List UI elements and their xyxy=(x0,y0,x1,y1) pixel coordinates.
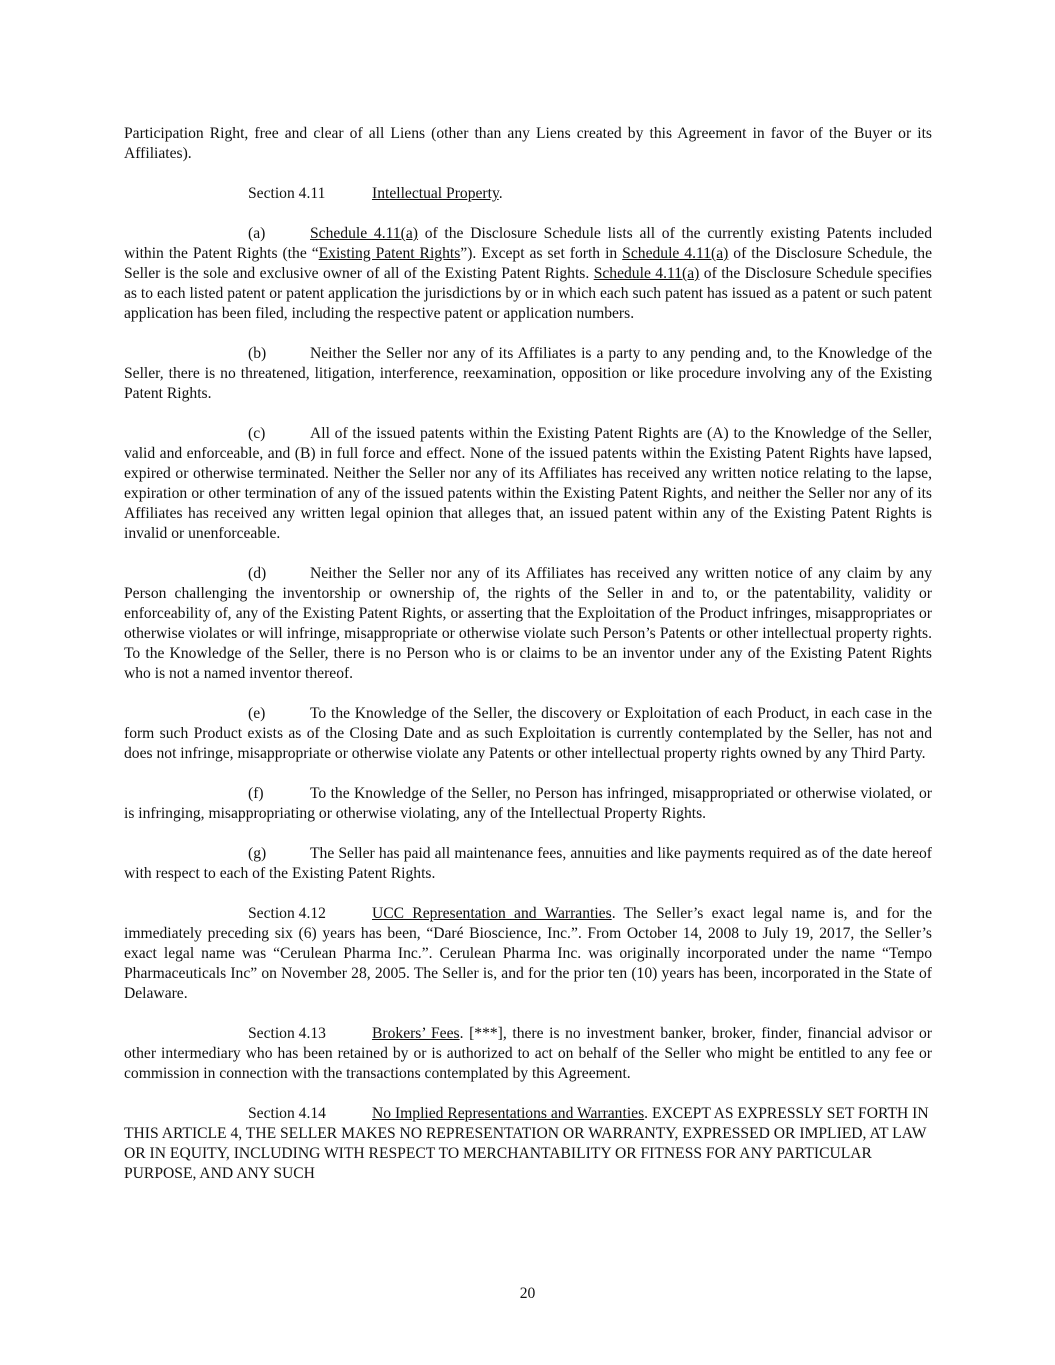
paragraph-label: (d) xyxy=(248,565,267,582)
paragraph-label: (a) xyxy=(248,225,266,242)
section-4-11-heading: Section 4.11 Intellectual Property. xyxy=(248,185,503,202)
paragraph-label: (g) xyxy=(248,845,267,862)
section-title: UCC Representation and Warranties xyxy=(372,905,612,922)
section-4-13: Section 4.13 Brokers’ Fees. [***], there is no investment banker, broker, finder, financial advisor or other intermediary who has been retained by or is authorized to act on behalf of the Seller who might be entitled to any fee or commission in connection with the transactions contemplated by this Agreement. xyxy=(124,1025,932,1082)
paragraph-f: (f) To the Knowledge of the Seller, no Person has infringed, misappropriated or otherwise violated, or is infringing, misappropriating or otherwise violating, any of the Intellectual Property Rights. xyxy=(124,785,932,822)
section-title: No Implied Representations and Warranties xyxy=(372,1105,645,1122)
page-number: 20 xyxy=(519,1285,536,1302)
paragraph-e: (e) To the Knowledge of the Seller, the discovery or Exploitation of each Product, in each case in the form such Product exists as of the Closing Date and as such Exploitation is currently contemplated by the Seller, has not and does not infringe, misappropriate or otherwise violate any Patents or other intellectual property rights owned by any Third Party. xyxy=(124,705,932,762)
section-4-14: Section 4.14 No Implied Representations and Warranties. EXCEPT AS EXPRESSLY SET FORTH IN THIS ARTICLE 4, THE SELLER MAKES NO REPRESENTATION OR WARRANTY, EXPRESSED OR IMPLIED, AT LAW OR IN EQUITY, INCLUDING WITH RESPECT TO MERCHANTABILITY OR FITNESS FOR ANY PARTICULAR PURPOSE, AND ANY SUCH xyxy=(124,1105,929,1182)
section-title: Intellectual Property xyxy=(372,185,499,202)
paragraph-label: (b) xyxy=(248,345,267,362)
paragraph-a: (a) Schedule 4.11(a) of the Disclosure Schedule lists all of the currently existing Patents included within the Patent Rights (the “Existing Patent Rights”). Except as set forth in Schedule 4.11(a) of the Disclosure Schedule, the Seller is the sole and exclusive owner of all of the Existing Patent Rights. Schedule 4.11(a) of the Disclosure Schedule specifies as to each listed patent or patent application the jurisdictions by or in which each such patent has issued as a patent or such patent application has been filed, including the respective patent or application numbers. xyxy=(124,225,933,322)
paragraph-label: (e) xyxy=(248,705,266,722)
section-number: Section 4.11 xyxy=(248,185,326,202)
schedule-reference: Schedule 4.11(a) xyxy=(593,265,700,282)
page-content xyxy=(124,124,932,1184)
section-number: Section 4.12 xyxy=(248,905,326,922)
defined-term: Existing Patent Rights xyxy=(318,245,461,262)
paragraph-b: (b) Neither the Seller nor any of its Affiliates is a party to any pending and, to the Knowledge of the Seller, there is no threatened, litigation, interference, reexamination, opposition or like procedure involving any of the Existing Patent Rights. xyxy=(124,345,932,402)
schedule-reference: Schedule 4.11(a) xyxy=(310,225,418,242)
section-4-12: Section 4.12 UCC Representation and Warranties. The Seller’s exact legal name is, and for the immediately preceding six (6) years has been, “Daré Bioscience, Inc.”. From October 14, 2008 to July 19, 2017, the Seller’s exact legal name was “Cerulean Pharma Inc.”. Cerulean Pharma Inc. was originally incorporated under the name “Tempo Pharmaceuticals Inc” on November 28, 2005. The Seller is, and for the prior ten (10) years has been, incorporated in the State of Delaware. xyxy=(124,905,932,1002)
paragraph-g: (g) The Seller has paid all maintenance fees, annuities and like payments required as of the date hereof with respect to each of the Existing Patent Rights. xyxy=(124,845,932,882)
paragraph-label: (f) xyxy=(248,785,264,802)
paragraph-c: (c) All of the issued patents within the Existing Patent Rights are (A) to the Knowledge of the Seller, valid and enforceable, and (B) in full force and effect. None of the issued patents within the Existing Patent Rights have lapsed, expired or otherwise terminated. Neither the Seller nor any of its Affiliates has received any written notice relating to the lapse, expiration or other termination of any of the issued patents within the Existing Patent Rights, and neither the Seller nor any of its Affiliates has received any written legal opinion that alleges that, an issued patent within any of the Existing Patent Rights is invalid or unenforceable. xyxy=(124,425,932,542)
paragraph-label: (c) xyxy=(248,425,266,442)
section-number: Section 4.14 xyxy=(248,1105,326,1122)
paragraph-d: (d) Neither the Seller nor any of its Affiliates has received any written notice of any claim by any Person challenging the inventorship or ownership of, the rights of the Seller in and to, or the patentability, validity or enforceability of, any of the Existing Patent Rights, or asserting that the Exploitation of the Product infringes, misappropriates or otherwise violates or will infringe, misappropriate or otherwise violate such Person’s Patents or other intellectual property rights. To the Knowledge of the Seller, there is no Person who is or claims to be an inventor under any of the Existing Patent Rights who is not a named inventor thereof. xyxy=(124,565,932,682)
section-number: Section 4.13 xyxy=(248,1025,326,1042)
intro-paragraph: Participation Right, free and clear of all Liens (other than any Liens created by this Agreement in favor of the Buyer or its Affiliates). xyxy=(124,125,932,162)
section-title: Brokers’ Fees xyxy=(372,1025,460,1042)
schedule-reference: Schedule 4.11(a) xyxy=(622,245,729,262)
